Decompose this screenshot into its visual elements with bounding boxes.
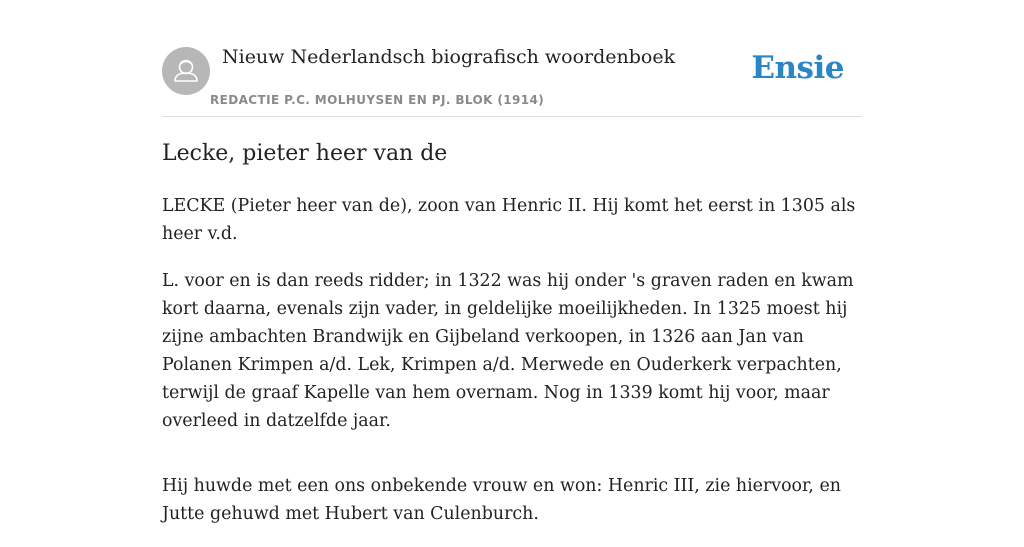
source-header — [162, 44, 862, 117]
user-silhouette-icon — [162, 47, 210, 95]
entry-paragraph: Hij huwde met een ons onbekende vrouw en won: Henric III, zie hiervoor, en Jutte gehuwd met Hubert van Culenburch. — [162, 476, 841, 524]
entry-paragraph: LECKE (Pieter heer van de), zoon van Henric II. Hij komt het eerst in 1305 als heer v.d. — [162, 196, 856, 244]
brand-logo[interactable]: Ensie — [751, 50, 844, 86]
source-title[interactable]: Nieuw Nederlandsch biografisch woordenboek — [222, 46, 676, 68]
entry-content — [162, 138, 862, 547]
avatar[interactable] — [162, 47, 210, 95]
entry-paragraph: L. voor en is dan reeds ridder; in 1322 was hij onder 's graven raden en kwam kort daarna, evenals zijn vader, in geldelijke moeilijkheden. In 1325 moest hij zijne ambachten Brandwijk en Gijbeland verkoopen, in 1326 aan Jan van Polanen Krimpen a/d. Lek, Krimpen a/d. Merwede en Ouderkerk verpachten, terwijl de graaf Kapelle van hem overnam. Nog in 1339 komt hij voor, maar overleed in datzelfde jaar. — [162, 271, 854, 431]
entry-title: Lecke, pieter heer van de — [162, 141, 448, 166]
source-editors: REDACTIE P.C. MOLHUYSEN EN PJ. BLOK (1914) — [210, 93, 545, 107]
